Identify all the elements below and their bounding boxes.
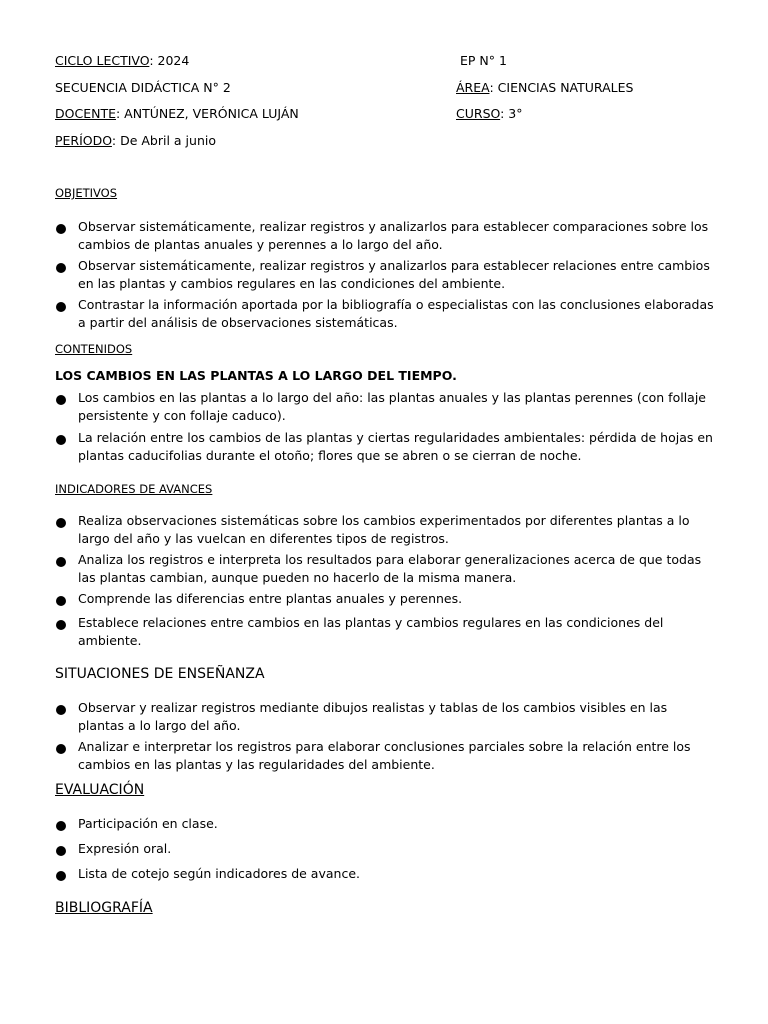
bullet-icon: [56, 395, 66, 405]
bullet-icon: [56, 821, 66, 831]
contenidos-subtitle: LOS CAMBIOS EN LAS PLANTAS A LO LARGO DEL TIEMPO.: [55, 368, 457, 383]
objetivos-heading: OBJETIVOS: [55, 186, 118, 200]
ciclo-lectivo: [55, 53, 189, 69]
docente: [55, 106, 299, 122]
list-item: Observar sistemáticamente, realizar registros y analizarlos para establecer comparaciones sobre los cambios de plantas anuales y perennes a lo largo del año.: [55, 218, 715, 254]
list-item: Establece relaciones entre cambios en las plantas y cambios regulares en las condiciones del ambiente.: [55, 614, 715, 650]
bullet-icon: [56, 620, 66, 630]
bullet-icon: [56, 846, 66, 856]
bibliografia-heading: BIBLIOGRAFÍA: [55, 900, 153, 916]
objetivos-list: [55, 218, 715, 332]
periodo-label: PERÍODO: [55, 133, 112, 148]
list-item: Lista de cotejo según indicadores de avance.: [55, 865, 715, 883]
periodo: [55, 133, 216, 149]
list-item: Participación en clase.: [55, 815, 715, 833]
evaluacion-heading: EVALUACIÓN: [55, 782, 145, 798]
bullet-icon: [56, 705, 66, 715]
situaciones-heading: SITUACIONES DE ENSEÑANZA: [55, 666, 265, 682]
ciclo-lectivo-value: : 2024: [149, 53, 190, 68]
curso: [456, 106, 523, 122]
curso-value: : 3°: [500, 106, 523, 121]
contenidos-list: [55, 389, 715, 465]
ep-number: EP N° 1: [460, 53, 507, 68]
list-item: Los cambios en las plantas a lo largo del año: las plantas anuales y las plantas perennes (con follaje persistente y con follaje caduco).: [55, 389, 715, 425]
bullet-icon: [56, 596, 66, 606]
bullet-icon: [56, 224, 66, 234]
list-item: Observar y realizar registros mediante dibujos realistas y tablas de los cambios visibles en las plantas a lo largo del año.: [55, 699, 715, 735]
bullet-icon: [56, 435, 66, 445]
area-value: : CIENCIAS NATURALES: [489, 80, 634, 95]
periodo-value: : De Abril a junio: [111, 133, 216, 148]
list-item: La relación entre los cambios de las plantas y ciertas regularidades ambientales: pérdida de hojas en plantas caducifolias durante el otoño; flores que se abren o se cierran de noche.: [55, 429, 715, 465]
bullet-icon: [56, 557, 66, 567]
bullet-icon: [56, 871, 66, 881]
indicadores-list: [55, 512, 715, 650]
secuencia-didactica: SECUENCIA DIDÁCTICA N° 2: [55, 80, 231, 95]
list-item: Observar sistemáticamente, realizar registros y analizarlos para establecer relaciones entre cambios en las plantas y cambios regulares en las condiciones del ambiente.: [55, 257, 715, 293]
area-label: ÁREA: [456, 80, 490, 95]
list-item: Analiza los registros e interpreta los resultados para elaborar generalizaciones acerca de que todas las plantas cambian, aunque pueden no hacerlo de la misma manera.: [55, 551, 715, 587]
curso-label: CURSO: [456, 106, 501, 121]
bullet-icon: [56, 302, 66, 312]
situaciones-list: [55, 699, 715, 774]
list-item: Comprende las diferencias entre plantas anuales y perennes.: [55, 590, 715, 608]
list-item: Contrastar la información aportada por la bibliografía o especialistas con las conclusiones elaboradas a partir del análisis de observaciones sistemáticas.: [55, 296, 715, 332]
list-item: Realiza observaciones sistemáticas sobre los cambios experimentados por diferentes plantas a lo largo del año y las vuelcan en diferentes tipos de registros.: [55, 512, 715, 548]
evaluacion-list: [55, 815, 715, 883]
list-item: Expresión oral.: [55, 840, 715, 858]
docente-label: DOCENTE: [55, 106, 116, 121]
contenidos-heading: CONTENIDOS: [55, 342, 133, 356]
docente-value: : ANTÚNEZ, VERÓNICA LUJÁN: [115, 106, 299, 121]
area: [456, 80, 633, 96]
bullet-icon: [56, 518, 66, 528]
bullet-icon: [56, 263, 66, 273]
indicadores-heading: INDICADORES DE AVANCES: [55, 482, 213, 496]
ciclo-lectivo-label: CICLO LECTIVO: [55, 53, 150, 68]
list-item: Analizar e interpretar los registros para elaborar conclusiones parciales sobre la relación entre los cambios en las plantas y las regularidades del ambiente.: [55, 738, 715, 774]
bullet-icon: [56, 744, 66, 754]
